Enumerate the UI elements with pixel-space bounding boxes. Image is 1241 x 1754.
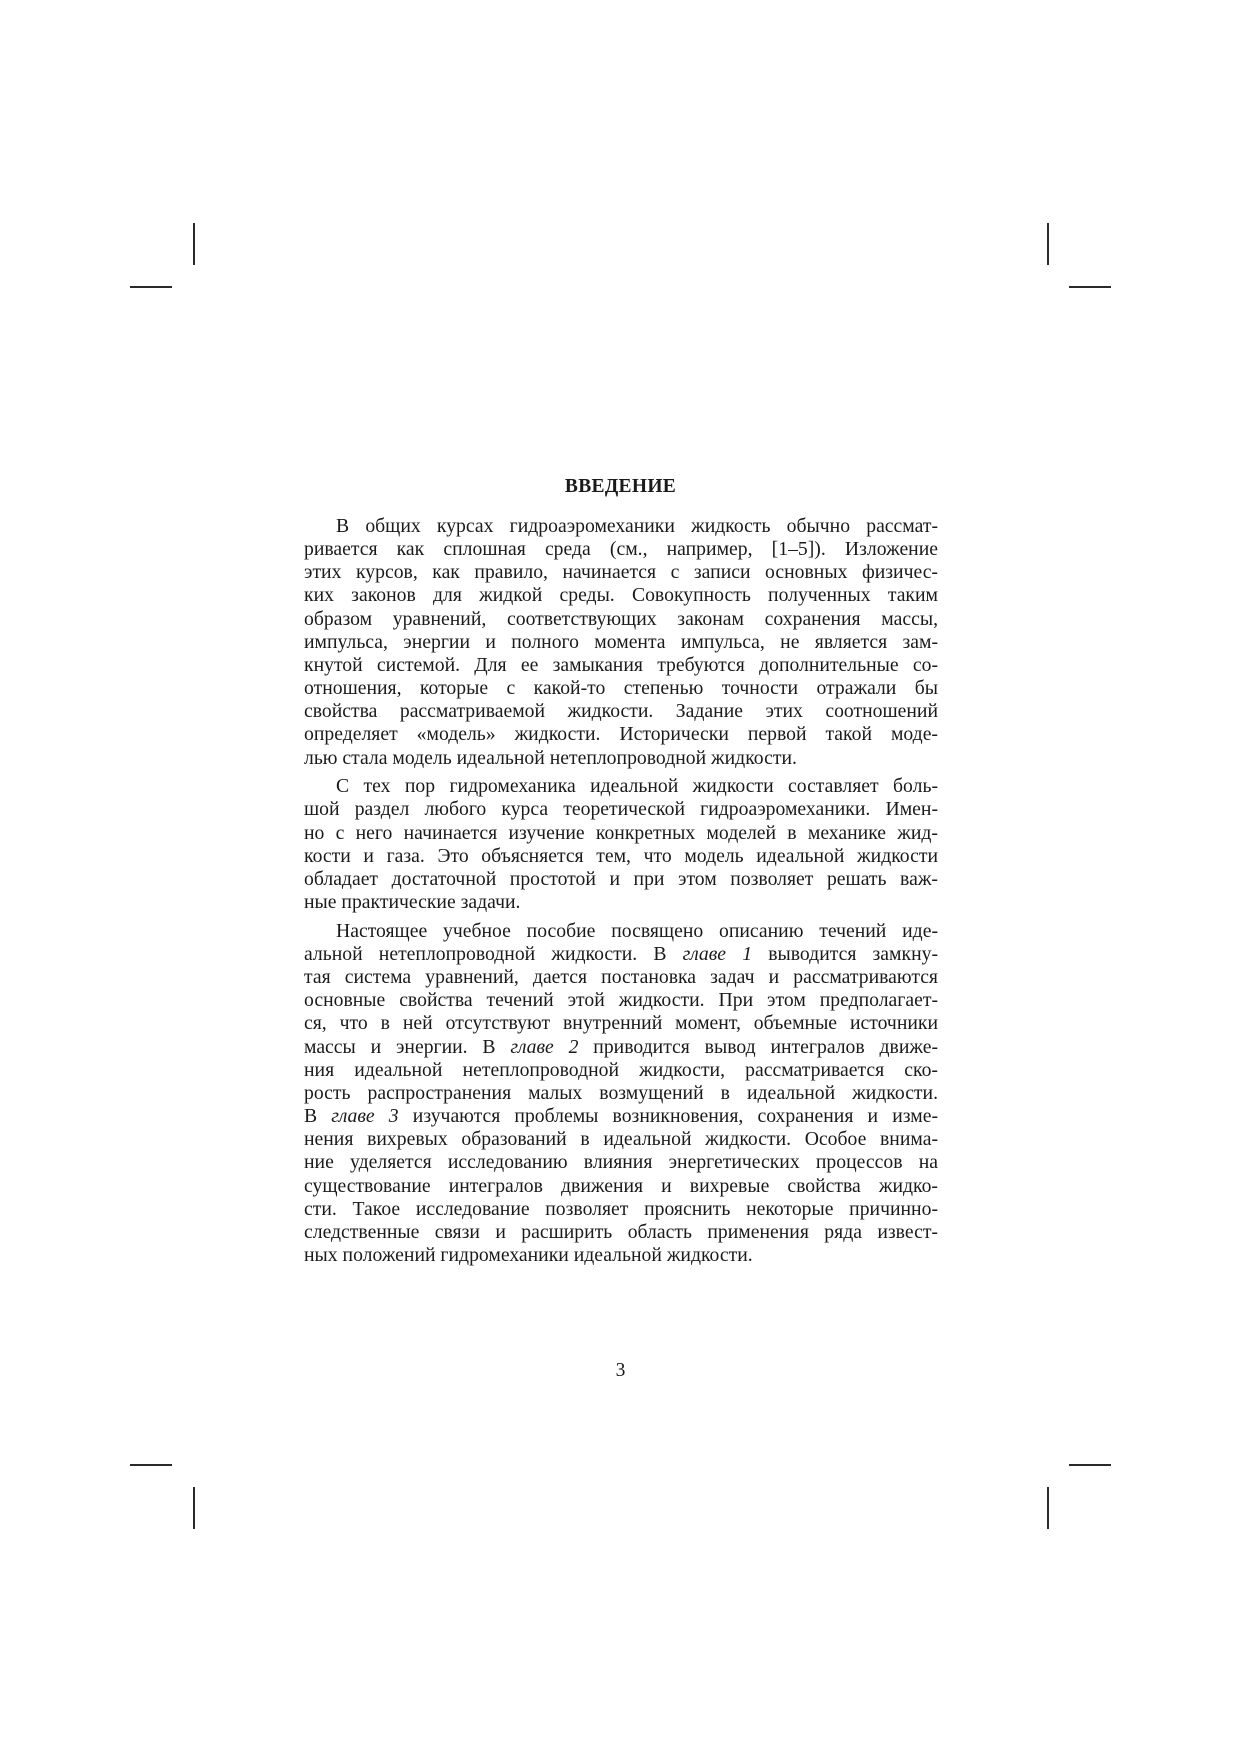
text-line: существование интегралов движения и вихревые свойства жидко- bbox=[304, 1174, 938, 1197]
crop-mark-top-right-horizontal bbox=[1069, 286, 1111, 288]
text-segment: выводится замкну- bbox=[752, 943, 939, 965]
text-line: свойства рассматриваемой жидкости. Задание этих соотношений bbox=[304, 700, 938, 723]
chapter-reference: главе 1 bbox=[682, 943, 753, 965]
text-line: ные практические задачи. bbox=[304, 891, 521, 914]
text-line: следственные связи и расширить область применения ряда извест- bbox=[304, 1220, 938, 1243]
text-line: кнутой системой. Для ее замыкания требуются дополнительные со- bbox=[304, 653, 938, 676]
text-line: импульса, энергии и полного момента импульса, не является зам- bbox=[304, 630, 938, 653]
text-line: ривается как сплошная среда (см., например, [1–5]). Изложение bbox=[304, 538, 938, 561]
text-line: лью стала модель идеальной нетеплопроводной жидкости. bbox=[304, 746, 797, 769]
text-line: тая система уравнений, дается постановка задач и рассматриваются bbox=[304, 966, 938, 989]
text-line: ния идеальной нетеплопроводной жидкости, рассматривается ско- bbox=[304, 1058, 938, 1081]
text-segment: альной нетеплопроводной жидкости. В bbox=[304, 943, 683, 965]
crop-mark-bottom-right-horizontal bbox=[1069, 1464, 1111, 1466]
crop-mark-top-right-vertical bbox=[1047, 223, 1049, 265]
text-line: ных положений гидромеханики идеальной жидкости. bbox=[304, 1244, 753, 1267]
text-line: нения вихревых образований в идеальной жидкости. Особое внима- bbox=[304, 1128, 938, 1151]
text-line bbox=[304, 1036, 938, 1059]
text-line: основные свойства течений этой жидкости. При этом предполагает- bbox=[304, 989, 938, 1012]
page-number: 3 bbox=[615, 1360, 626, 1381]
text-line: этих курсов, как правило, начинается с записи основных физичес- bbox=[304, 561, 938, 584]
text-segment: массы и энергии. В bbox=[304, 1035, 511, 1058]
page-title: ВВЕДЕНИЕ bbox=[564, 476, 677, 497]
paragraph-2 bbox=[304, 775, 938, 914]
text-line: рость распространения малых возмущений в идеальной жидкости. bbox=[304, 1081, 938, 1104]
crop-mark-bottom-left-horizontal bbox=[130, 1464, 172, 1466]
body-text bbox=[304, 515, 938, 1273]
text-line: В общих курсах гидроаэромеханики жидкость обычно рассмат- bbox=[336, 515, 938, 537]
text-line: кости и газа. Это объясняется тем, что модель идеальной жидкости bbox=[304, 844, 938, 867]
text-line: но с него начинается изучение конкретных моделей в механике жид- bbox=[304, 821, 938, 844]
crop-mark-top-left-horizontal bbox=[130, 286, 172, 288]
text-line: ся, что в ней отсутствуют внутренний момент, объемные источники bbox=[304, 1012, 938, 1035]
text-segment: В bbox=[304, 1105, 332, 1128]
text-line: шой раздел любого курса теоретической гидроаэромеханики. Имен- bbox=[304, 798, 938, 821]
text-line: образом уравнений, соответствующих законам сохранения массы, bbox=[304, 607, 938, 630]
paragraph-1 bbox=[304, 515, 938, 770]
text-line bbox=[304, 1105, 938, 1128]
crop-mark-bottom-left-vertical bbox=[193, 1487, 195, 1529]
crop-mark-bottom-right-vertical bbox=[1047, 1487, 1049, 1529]
text-segment: приводится вывод интегралов движе- bbox=[578, 1035, 939, 1058]
text-line: сти. Такое исследование позволяет прояснить некоторые причинно- bbox=[304, 1197, 938, 1220]
crop-mark-top-left-vertical bbox=[193, 223, 195, 265]
paragraph-3 bbox=[304, 920, 938, 1267]
text-line: определяет «модель» жидкости. Исторически первой такой моде- bbox=[304, 723, 938, 746]
chapter-reference: главе 3 bbox=[331, 1105, 399, 1128]
text-line: обладает достаточной простотой и при этом позволяет решать важ- bbox=[304, 867, 938, 890]
chapter-reference: главе 2 bbox=[510, 1035, 579, 1058]
text-line: Настоящее учебное пособие посвящено описанию течений иде- bbox=[336, 919, 938, 942]
text-line: ние уделяется исследованию влияния энергетических процессов на bbox=[304, 1151, 938, 1174]
text-line bbox=[304, 943, 938, 966]
text-line: ких законов для жидкой среды. Совокупность полученных таким bbox=[304, 584, 938, 607]
text-segment: изучаются проблемы возникновения, сохранения и изме- bbox=[398, 1105, 938, 1128]
text-line: С тех пор гидромеханика идеальной жидкости составляет боль- bbox=[336, 775, 938, 798]
text-line: отношения, которые с какой-то степенью точности отражали бы bbox=[304, 677, 938, 700]
